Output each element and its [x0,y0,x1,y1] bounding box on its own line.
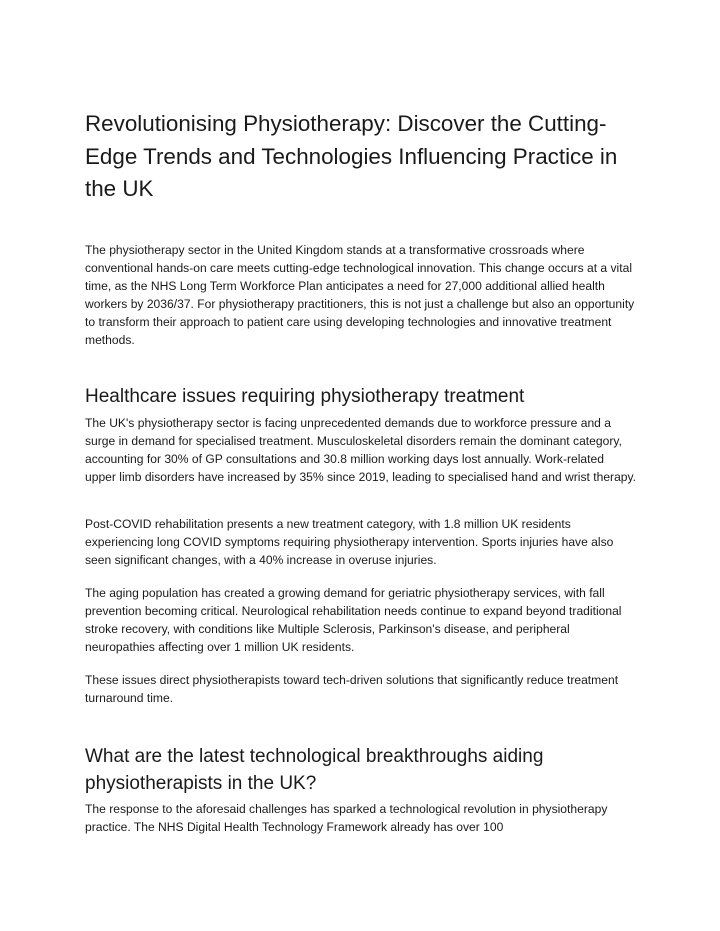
section-paragraph: Post-COVID rehabilitation presents a new treatment category, with 1.8 million UK residents experiencing long COVID symptoms requiring physiotherapy intervention. Sports injuries have also seen significant changes, with a 40% increase in overuse injuries. [85,517,614,567]
section-paragraph: The UK's physiotherapy sector is facing unprecedented demands due to workforce pressure and a surge in demand for specialised treatment. Musculoskeletal disorders remain the dominant category, accounting for 30% of GP consultations and 30.8 million working days lost annually. Work-related upper limb disorders have increased by 35% since 2019, leading to specialised hand and wrist therapy. [85,416,637,484]
intro-paragraph: The physiotherapy sector in the United Kingdom stands at a transformative crossroads where conventional hands-on care meets cutting-edge technological innovation. This change occurs at a vital time, as the NHS Long Term Workforce Plan anticipates a need for 27,000 additional allied health workers by 2036/37. For physiotherapy practitioners, this is not just a challenge but also an opportunity to transform their approach to patient care using developing technologies and innovative treatment methods. [85,243,635,347]
section-paragraph: These issues direct physiotherapists toward tech-driven solutions that significantly reduce treatment turnaround time. [85,673,619,705]
document-title: Revolutionising Physiotherapy: Discover the Cutting-Edge Trends and Technologies Influencing Practice in the UK [85,111,618,201]
section-heading-technological-breakthroughs: What are the latest technological breakthroughs aiding physiotherapists in the UK? [85,746,544,794]
section-heading-healthcare-issues: Healthcare issues requiring physiotherapy treatment [85,386,525,407]
section-paragraph: The aging population has created a growing demand for geriatric physiotherapy services, with fall prevention becoming critical. Neurological rehabilitation needs continue to expand beyond traditional stroke recovery, with conditions like Multiple Sclerosis, Parkinson's disease, and peripheral neuropathies affecting over 1 million UK residents. [85,586,622,654]
section-paragraph: The response to the aforesaid challenges has sparked a technological revolution in physiotherapy practice. The NHS Digital Health Technology Framework already has over 100 [85,802,608,834]
